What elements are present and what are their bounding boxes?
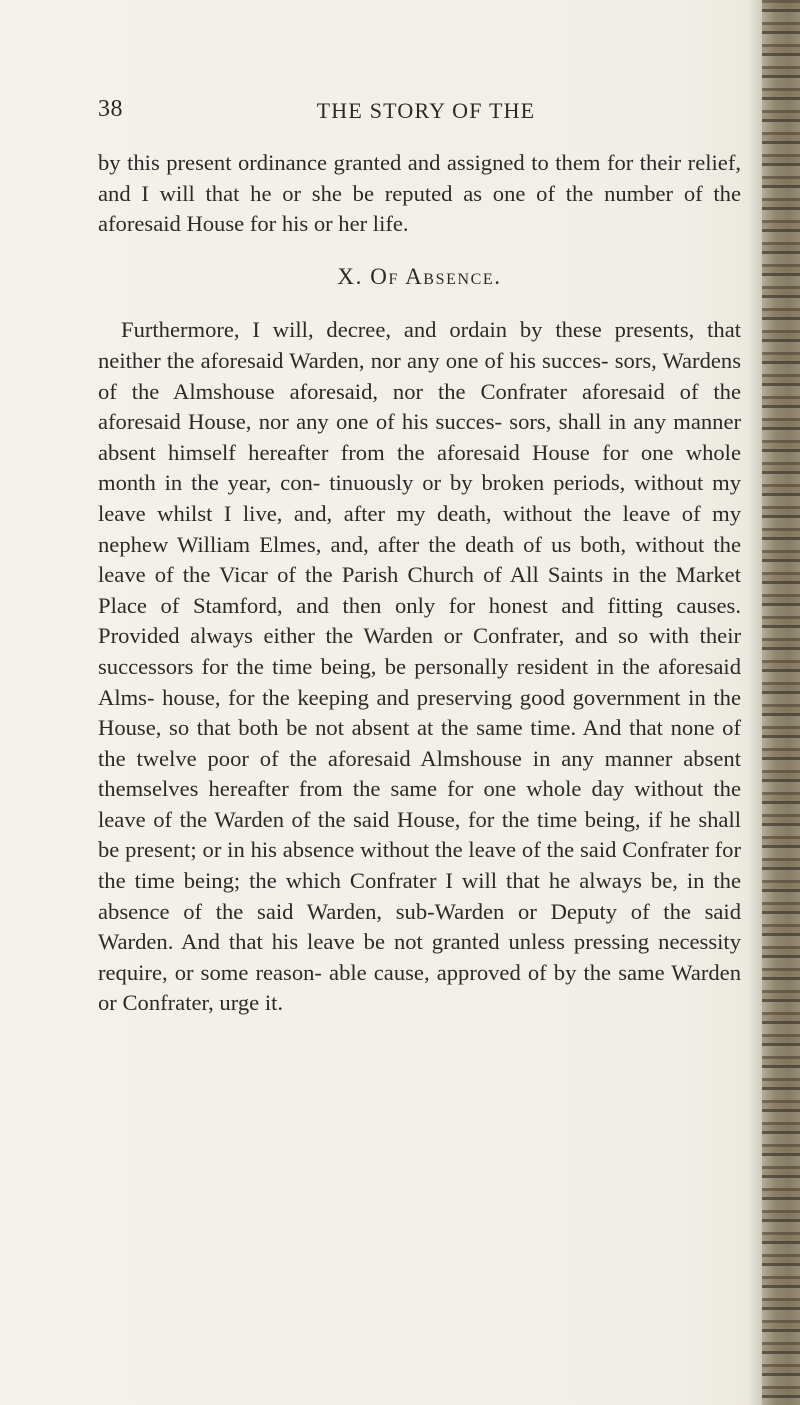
running-head: THE STORY OF THE [316,98,536,123]
section-paragraph: Furthermore, I will, decree, and ordain by these presents, that neither the aforesaid Warden, nor any one of his succes- sors, Wardens of the Almshouse aforesaid, nor the Confrater aforesaid of the aforesaid House, nor any one of his succes- sors, shall in any manner absent himself hereafter from the aforesaid House for one whole month in the year, con- tinuously or by broken periods, without my leave whilst I live, and, after my death, without the leave of my nephew William Elmes, and, after the death of us both, without the leave of the Vicar of the Parish Church of All Saints in the Market Place of Stamford, and then only for honest and fitting causes. Provided always either the Warden or Confrater, and so with their successors for the time being, be personally resident in the aforesaid Alms- house, for the keeping and preserving good government in the House, so that both be not absent at the same time. And that none of the twelve poor of the aforesaid Almshouse in any manner absent themselves hereafter from the same for one whole day without the leave of the Warden of the said House, for the time being, if he shall be present; or in his absence without the leave of the said Confrater for the time being; the which Confrater I will that he always be, in the absence of the said Warden, sub-Warden or Deputy of the said Warden. And that his leave be not granted unless pressing necessity require, or some reason- able cause, approved of by the same Warden or Confrater, urge it. [98,317,741,1016]
page-binding-edge [762,0,800,1405]
opening-paragraph: by this present ordinance granted and assigned to them for their relief, and I will that he or she be reputed as one of the number of the aforesaid House for his or her life. [98,150,741,237]
body-text [98,148,741,1019]
section-heading: X. Of Absence. [337,263,502,289]
page-number: 38 [98,96,123,122]
page-header [98,96,748,136]
binding-shadow [748,0,762,1405]
